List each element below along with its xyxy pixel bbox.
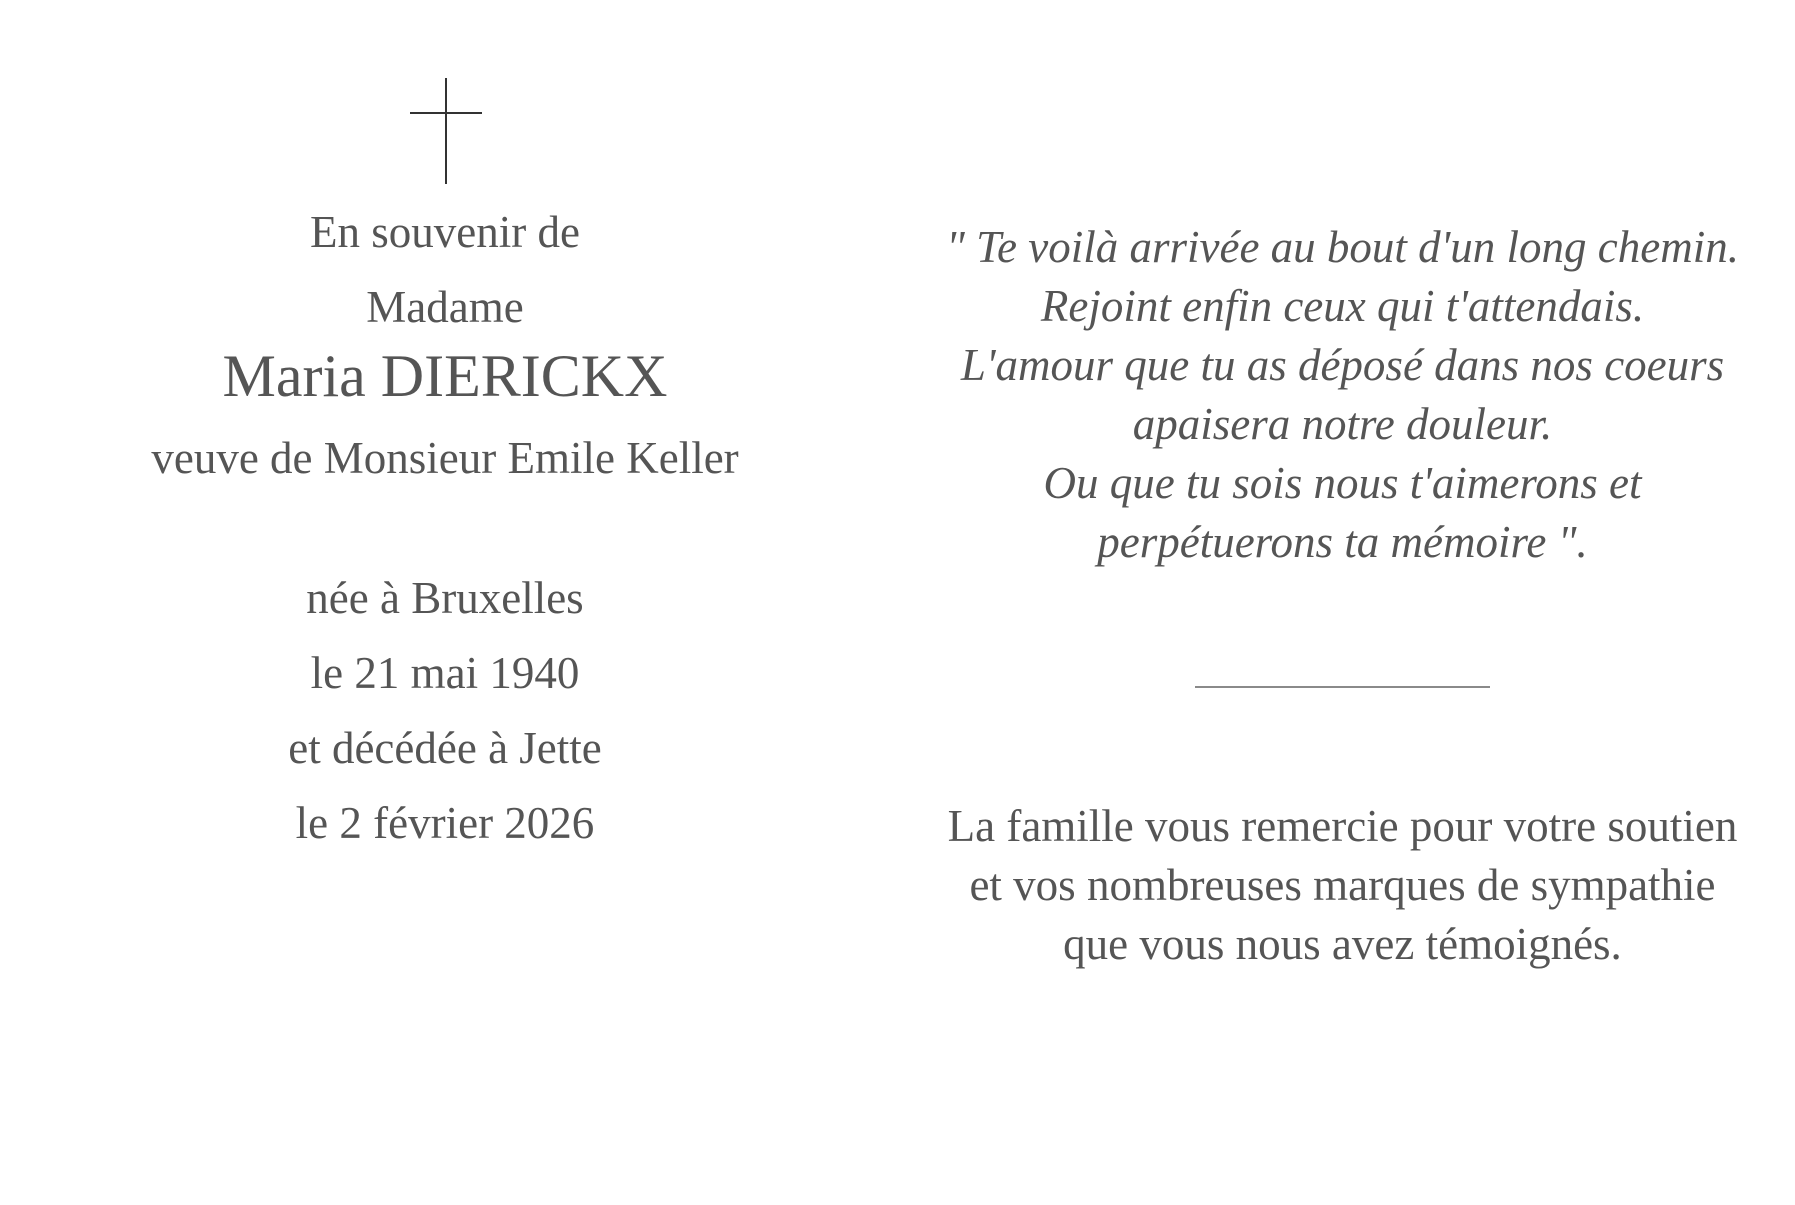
poem-line: apaisera notre douleur. [1132, 399, 1553, 449]
thanks-line: et vos nombreuses marques de sympathie [969, 860, 1716, 910]
poem-line: perpétuerons ta mémoire ". [1097, 517, 1588, 567]
intro-text: En souvenir de [310, 207, 580, 257]
poem-line: " Te voilà arrivée au bout d'un long chemin. [945, 222, 1739, 272]
title-text: Madame [366, 282, 524, 332]
death-place: et décédée à Jette [288, 723, 602, 773]
poem-line: Ou que tu sois nous t'aimerons et [1043, 458, 1642, 508]
birth-place: née à Bruxelles [306, 573, 584, 623]
poem-line: Rejoint enfin ceux qui t'attendais. [1040, 281, 1645, 331]
birth-date: le 21 mai 1940 [310, 648, 580, 698]
deceased-name: Maria DIERICKX [222, 343, 668, 409]
left-panel [0, 0, 890, 1205]
separator-line [1195, 686, 1490, 688]
spouse-text: veuve de Monsieur Emile Keller [151, 433, 739, 483]
right-panel [890, 0, 1795, 1205]
death-date: le 2 février 2026 [295, 798, 595, 848]
cross-icon [410, 78, 482, 184]
thanks-line: que vous nous avez témoignés. [1063, 919, 1622, 969]
poem-line: L'amour que tu as déposé dans nos coeurs [960, 340, 1725, 390]
thanks-line: La famille vous remercie pour votre soutien [947, 801, 1738, 851]
